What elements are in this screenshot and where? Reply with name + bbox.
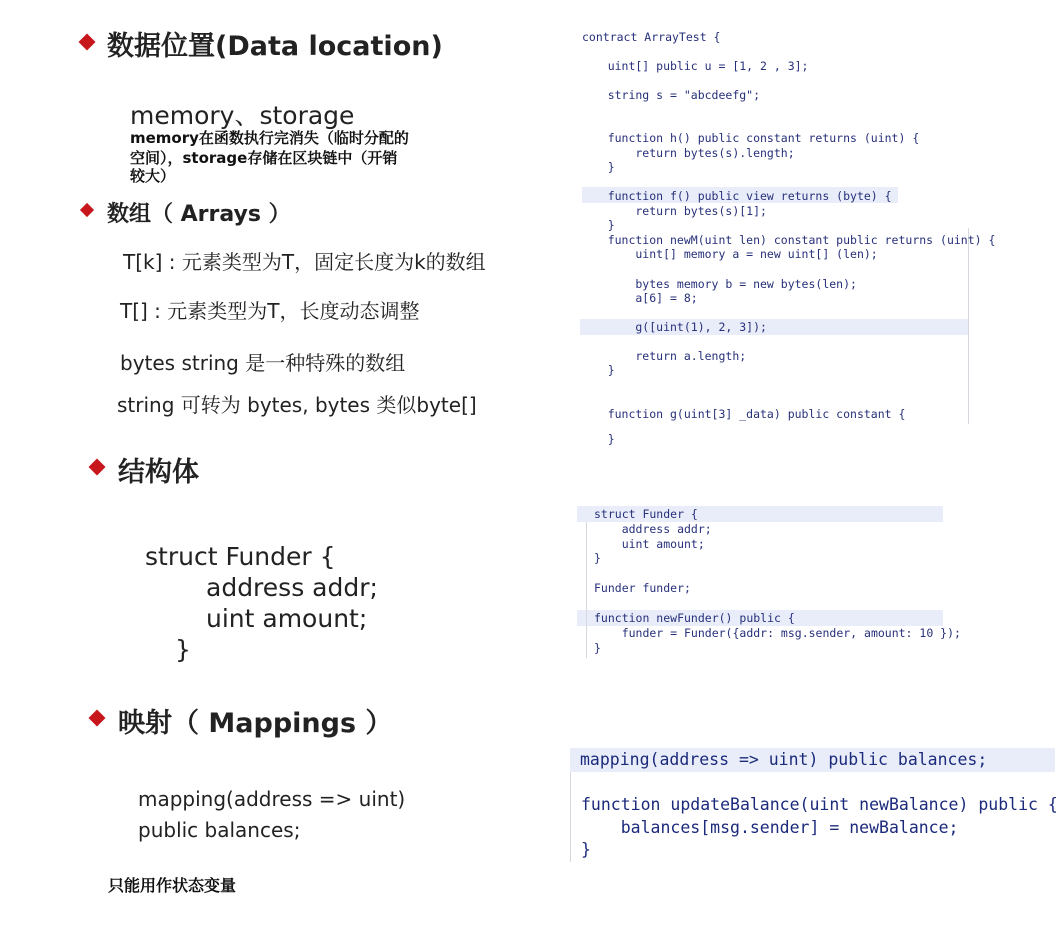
- arrays-item-4: string 可转为 bytes, bytes 类似byte[]: [117, 393, 477, 417]
- code-gutter-line: [586, 522, 587, 658]
- data-location-subtitle: memory、storage: [130, 101, 355, 130]
- struct-line-3: uint amount;: [206, 604, 368, 633]
- code-line: function h() public constant returns (uint) {: [580, 131, 920, 145]
- code-line: uint amount;: [594, 537, 705, 551]
- code-line: balances[msg.sender] = newBalance;: [581, 818, 959, 837]
- code-line: funder = Funder({addr: msg.sender, amount: 10 });: [594, 626, 961, 640]
- code-line: contract ArrayTest {: [582, 30, 721, 44]
- heading-data-location: 数据位置(Data location): [107, 31, 443, 62]
- heading-mappings: 映射（ Mappings ）: [118, 708, 393, 739]
- code-line: struct Funder {: [594, 507, 698, 521]
- code-line: address addr;: [594, 522, 712, 536]
- code-line: return a.length;: [580, 349, 747, 363]
- code-line: function newFunder() public {: [594, 611, 795, 625]
- mapping-note: 只能用作状态变量: [108, 876, 237, 895]
- code-line: }: [580, 218, 615, 232]
- code-line: function newM(uint len) constant public returns (uint) {: [580, 233, 996, 247]
- code-line: }: [580, 160, 615, 174]
- code-line: function g(uint[3] _data) public constant {: [580, 407, 906, 421]
- code-line: bytes memory b = new bytes(len);: [580, 277, 857, 291]
- struct-line-2: address addr;: [206, 573, 378, 602]
- data-location-desc-1: memory在函数执行完消失（临时分配的: [130, 129, 409, 147]
- heading-arrays: 数组（ Arrays ）: [107, 202, 291, 227]
- mapping-line-1: mapping(address => uint): [138, 787, 406, 811]
- code-line: uint[] memory a = new uint[] (len);: [580, 247, 878, 261]
- code-line: }: [580, 363, 615, 377]
- bullet-diamond-icon: [79, 34, 96, 51]
- mapping-line-2: public balances;: [138, 818, 301, 842]
- code-line: }: [581, 840, 591, 859]
- arrays-item-2: T[] : 元素类型为T，长度动态调整: [120, 299, 420, 323]
- code-line: string s = "abcdeefg";: [580, 88, 761, 102]
- code-gutter-line: [570, 772, 571, 862]
- code-line: }: [580, 432, 615, 446]
- code-line: }: [594, 641, 601, 655]
- bullet-diamond-icon: [89, 710, 106, 727]
- data-location-desc-3: 较大）: [130, 167, 176, 185]
- code-line: function f() public view returns (byte) {: [580, 189, 892, 203]
- code-line: function updateBalance(uint newBalance) public {: [581, 795, 1058, 814]
- code-line: return bytes(s)[1];: [580, 204, 767, 218]
- struct-line-1: struct Funder {: [145, 542, 336, 571]
- arrays-item-1: T[k] : 元素类型为T，固定长度为k的数组: [123, 250, 486, 274]
- data-location-desc-2: 空间），storage存储在区块链中（开销: [130, 149, 398, 167]
- code-line: a[6] = 8;: [580, 291, 698, 305]
- code-line: uint[] public u = [1, 2 , 3];: [580, 59, 809, 73]
- code-line: g([uint(1), 2, 3]);: [580, 320, 767, 334]
- struct-line-4: }: [175, 635, 191, 664]
- code-line: mapping(address => uint) public balances;: [580, 750, 988, 769]
- code-line: Funder funder;: [594, 581, 691, 595]
- code-gutter-line: [968, 228, 969, 424]
- arrays-item-3: bytes string 是一种特殊的数组: [120, 351, 406, 375]
- bullet-diamond-icon: [80, 203, 94, 217]
- code-line: return bytes(s).length;: [580, 146, 795, 160]
- code-line: }: [594, 551, 601, 565]
- bullet-diamond-icon: [89, 459, 106, 476]
- heading-struct: 结构体: [118, 457, 199, 488]
